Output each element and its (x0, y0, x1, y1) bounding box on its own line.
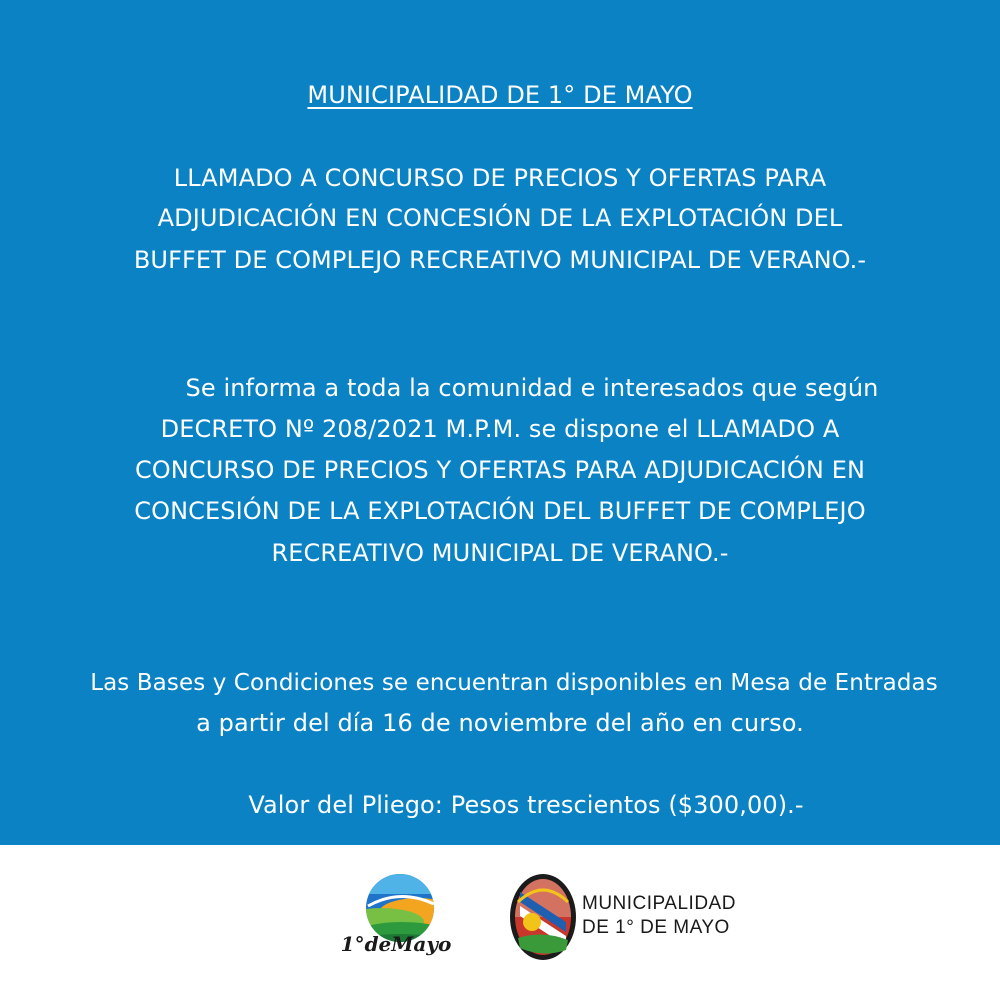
title-line-3: BUFFET DE COMPLEJO RECREATIVO MUNICIPAL DE VERANO.- (133, 246, 867, 274)
bases-line-1: Las Bases y Condiciones se encuentran disponibles en Mesa de Entradas (90, 670, 938, 696)
notice-heading: MUNICIPALIDAD DE 1° DE MAYO (307, 81, 693, 109)
price-line: Valor del Pliego: Pesos trescientos ($300,00).- (248, 791, 804, 819)
municipality-line-2: DE 1° DE MAYO (582, 917, 730, 938)
body-line-2: DECRETO Nº 208/2021 M.P.M. se dispone el LLAMADO A (160, 415, 840, 443)
body-line-5: RECREATIVO MUNICIPAL DE VERANO.- (271, 539, 729, 567)
municipal-seal-icon (508, 872, 578, 962)
body-line-1: Se informa a toda la comunidad e interesados que según (185, 374, 879, 402)
municipality-line-1: MUNICIPALIDAD (582, 893, 736, 914)
title-line-1: LLAMADO A CONCURSO DE PRECIOS Y OFERTAS PARA (173, 164, 827, 192)
body-line-4: CONCESIÓN DE LA EXPLOTACIÓN DEL BUFFET DE COMPLEJO (134, 497, 866, 525)
title-line-2: ADJUDICACIÓN EN CONCESIÓN DE LA EXPLOTACIÓN DEL (157, 204, 843, 232)
footer (0, 845, 1000, 1000)
body-line-3: CONCURSO DE PRECIOS Y OFERTAS PARA ADJUDICACIÓN EN (134, 456, 866, 484)
town-logo-text: 1°deMayo (340, 932, 452, 956)
municipality-name (582, 892, 736, 940)
bases-line-2: a partir del día 16 de noviembre del año en curso. (196, 709, 804, 737)
